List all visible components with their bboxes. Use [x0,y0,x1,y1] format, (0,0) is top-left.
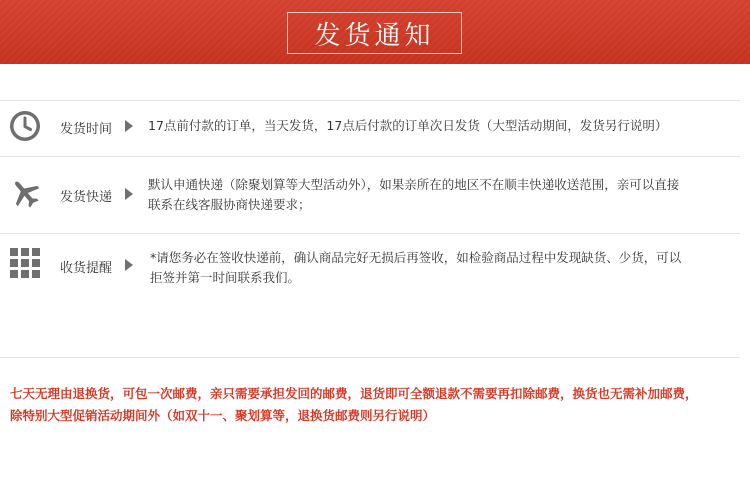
row-description-line: 17点前付款的订单，当天发货，17点后付款的订单次日发货（大型活动期间，发货另行说明） [148,118,668,133]
chevron-right-icon [125,120,133,132]
page-title: 发货通知 [314,20,435,51]
clock-icon [9,110,41,142]
row-description-line: 拒签并第一时间联系我们。 [150,270,301,285]
row-label: 发货快递 [60,190,113,205]
info-row-shipping-time [0,101,740,156]
banner-title-frame [287,12,462,54]
row-description-line: 联系在线客服协商快递要求； [148,197,311,212]
grid-icon [10,248,40,278]
chevron-right-icon [125,259,133,271]
row-description-line: 默认申通快递（除聚划算等大型活动外），如果亲所在的地区不在顺丰快递收送范围，亲可以直接 [148,177,680,192]
row-description [148,116,667,136]
row-description-line: *请您务必在签收快递前，确认商品完好无损后再签收，如检验商品过程中发现缺货、少货，可以 [150,250,682,265]
airplane-icon [9,177,41,209]
header-banner [0,0,750,64]
row-label: 发货时间 [60,122,113,137]
chevron-right-icon [125,188,133,200]
return-policy-notice [10,383,698,427]
notice-line: 除特别大型促销活动期间外（如双十一、聚划算等，退换货邮费则另行说明） [10,408,436,423]
row-description [148,175,679,215]
info-row-receipt-reminder [0,234,740,299]
notice-line: 七天无理由退换货，可包一次邮费，亲只需要承担发回的邮费，退货即可全额退款不需要再扣除邮费，换货也无需补加邮费， [10,386,698,401]
row-label: 收货提醒 [60,261,113,276]
divider [0,357,740,358]
info-row-courier [0,157,740,233]
row-description [150,248,681,288]
